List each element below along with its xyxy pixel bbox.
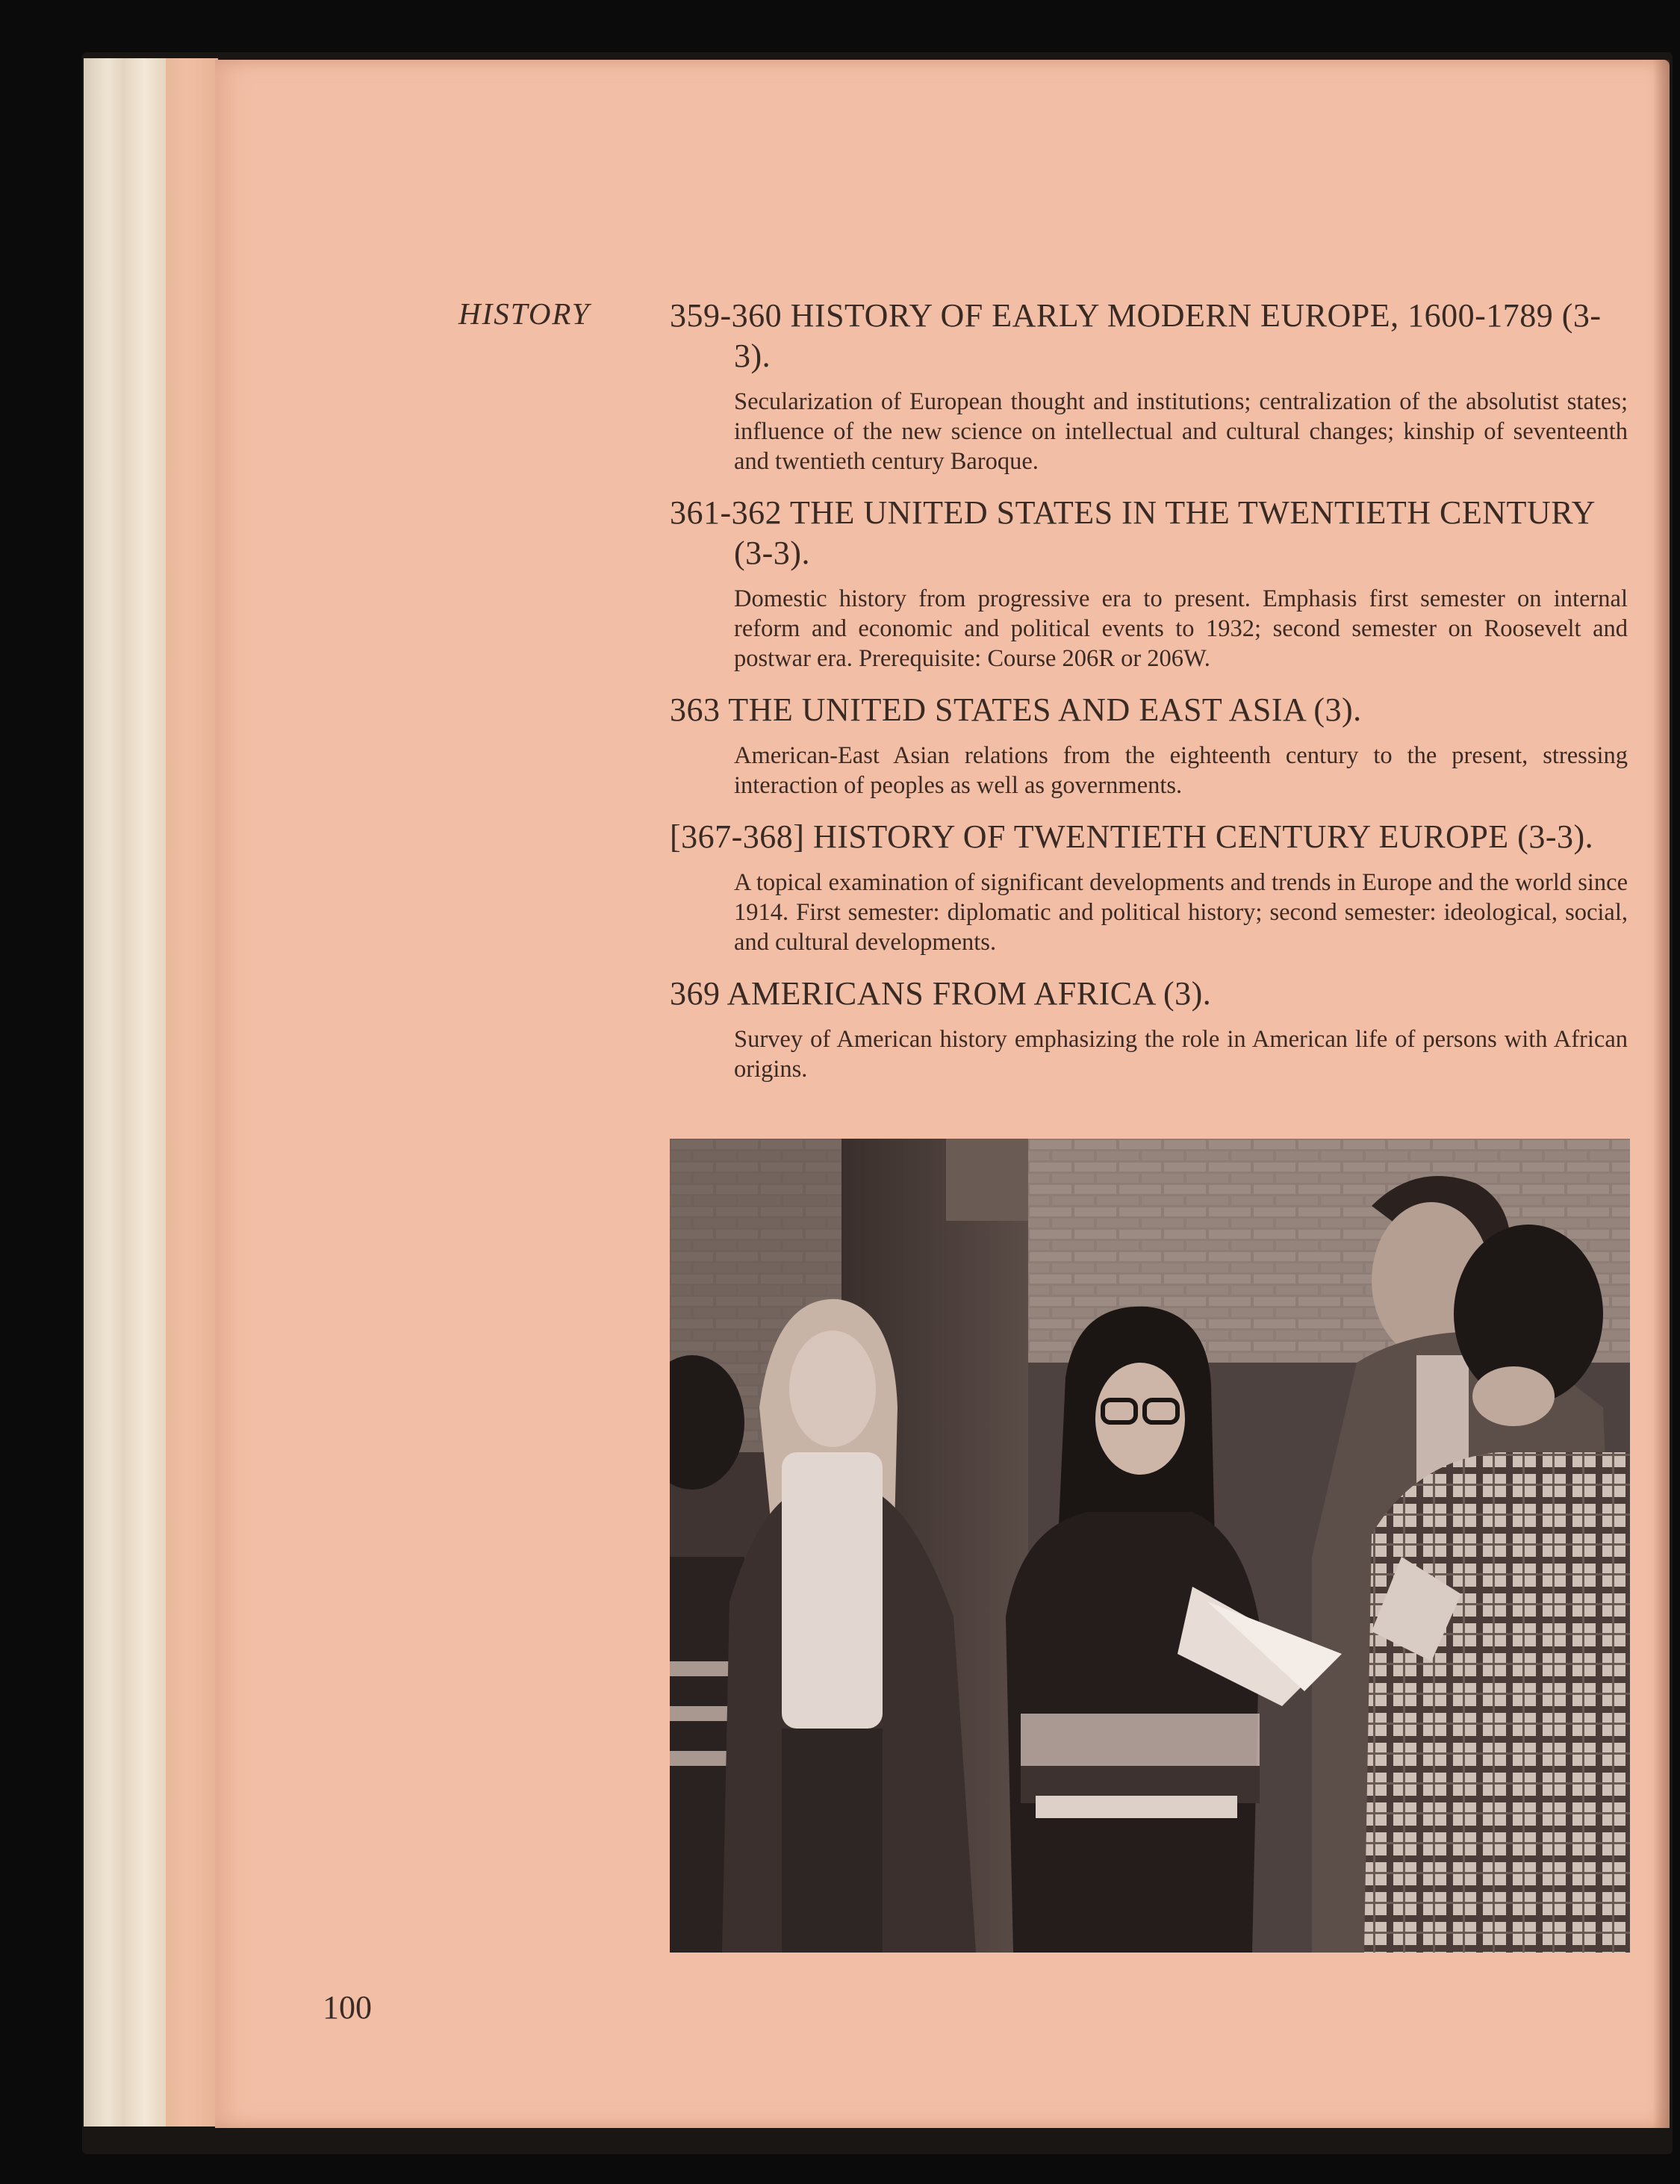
- course-entry: [670, 493, 1628, 673]
- course-heading: 369 AMERICANS FROM AFRICA (3).: [670, 975, 1212, 1012]
- course-description: American-East Asian relations from the eighteenth century to the present, stressing interaction of peoples as well as governments.: [734, 742, 1628, 799]
- course-entry: [670, 690, 1628, 800]
- course-heading: [367-368] HISTORY OF TWENTIETH CENTURY EUROPE (3-3).: [670, 818, 1594, 855]
- course-description: A topical examination of significant developments and trends in Europe and the world since 1914. First semester: diplomatic and political history; second semester: ideological, social, and cultural developments.: [734, 869, 1628, 956]
- course-description: Domestic history from progressive era to present. Emphasis first semester on internal reform and economic and political events to 1932; second semester on Roosevelt and postwar era. Prerequisite: Course 206R or 206W.: [734, 585, 1628, 672]
- course-entry: [670, 296, 1628, 476]
- photo-illustration: [670, 1139, 1630, 1953]
- course-entry: [670, 817, 1628, 957]
- page-edges: [84, 58, 218, 2127]
- course-heading: 361-362 THE UNITED STATES IN THE TWENTIETH CENTURY (3-3).: [670, 494, 1595, 571]
- course-description: Survey of American history emphasizing the role in American life of persons with African origins.: [734, 1026, 1628, 1083]
- students-photo: [670, 1139, 1630, 1953]
- page-number: 100: [323, 1989, 372, 2026]
- page-edge-shadow: [1653, 60, 1670, 2128]
- course-entry: [670, 974, 1628, 1084]
- course-heading: 359-360 HISTORY OF EARLY MODERN EUROPE, 1600-1789 (3-3).: [670, 297, 1602, 374]
- course-list: [670, 296, 1628, 1101]
- course-description: Secularization of European thought and institutions; centralization of the absolutist states; influence of the new science on intellectual and cultural changes; kinship of seventeenth and twentieth century Baroque.: [734, 388, 1628, 475]
- course-heading: 363 THE UNITED STATES AND EAST ASIA (3).: [670, 691, 1362, 728]
- section-label: HISTORY: [458, 296, 591, 331]
